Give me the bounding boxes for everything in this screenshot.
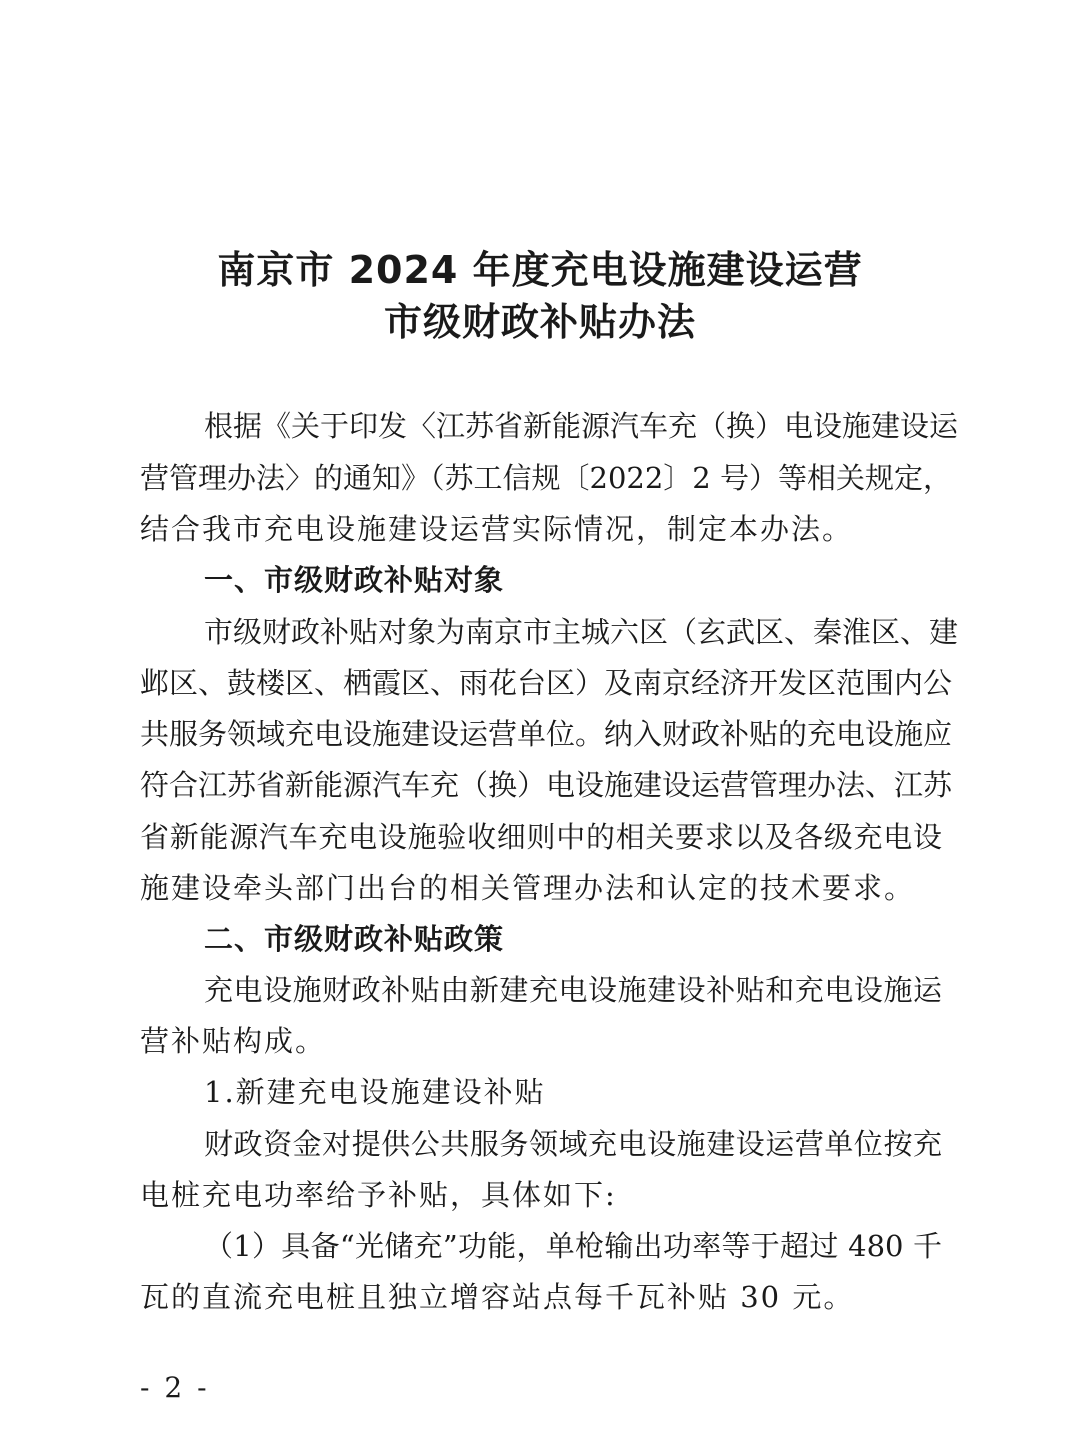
paragraph-intro-line-2: 营管理办法〉的通知》（苏工信规〔2022〕2 号）等相关规定，	[140, 461, 952, 495]
paragraph-section1-line-4: 符合江苏省新能源汽车充（换）电设施建设运营管理办法、江苏	[140, 768, 953, 802]
document-title-line-1: 南京市 2024 年度充电设施建设运营	[217, 248, 863, 292]
paragraph-section1-line-1: 市级财政补贴对象为南京市主城六区（玄武区、秦淮区、建	[204, 615, 959, 649]
paragraph-intro-line-1: 根据《关于印发〈江苏省新能源汽车充（换）电设施建设运	[204, 409, 959, 443]
section-heading-1: 一、市级财政补贴对象	[204, 563, 505, 597]
paragraph-subsection1-line-2: 电桩充电功率给予补贴，具体如下:	[140, 1178, 617, 1212]
paragraph-section1-line-3: 共服务领域充电设施建设运营单位。纳入财政补贴的充电设施应	[140, 717, 953, 751]
page-number: - 2 -	[140, 1371, 210, 1404]
section-heading-2: 二、市级财政补贴政策	[204, 922, 505, 956]
paragraph-section2-line-1: 充电设施财政补贴由新建充电设施建设补贴和充电设施运	[204, 973, 942, 1007]
paragraph-section1-line-6: 施建设牵头部门出台的相关管理办法和认定的技术要求。	[140, 871, 916, 905]
document-title-line-2: 市级财政补贴办法	[383, 300, 696, 344]
paragraph-section2-line-2: 营补贴构成。	[140, 1024, 327, 1058]
list-item-1-line-1: （1）具备“光储充”功能，单枪输出功率等于超过 480 千	[204, 1229, 942, 1263]
subsection-heading-1: 1.新建充电设施建设补贴	[204, 1075, 546, 1109]
paragraph-subsection1-line-1: 财政资金对提供公共服务领域充电设施建设运营单位按充	[204, 1127, 942, 1161]
paragraph-section1-line-5: 省新能源汽车充电设施验收细则中的相关要求以及各级充电设	[140, 820, 942, 854]
paragraph-intro-line-3: 结合我市充电设施建设运营实际情况，制定本办法。	[140, 512, 854, 546]
paragraph-section1-line-2: 邺区、鼓楼区、栖霞区、雨花台区）及南京经济开发区范围内公	[140, 666, 953, 700]
list-item-1-line-2: 瓦的直流充电桩且独立增容站点每千瓦补贴 30 元。	[140, 1280, 855, 1314]
